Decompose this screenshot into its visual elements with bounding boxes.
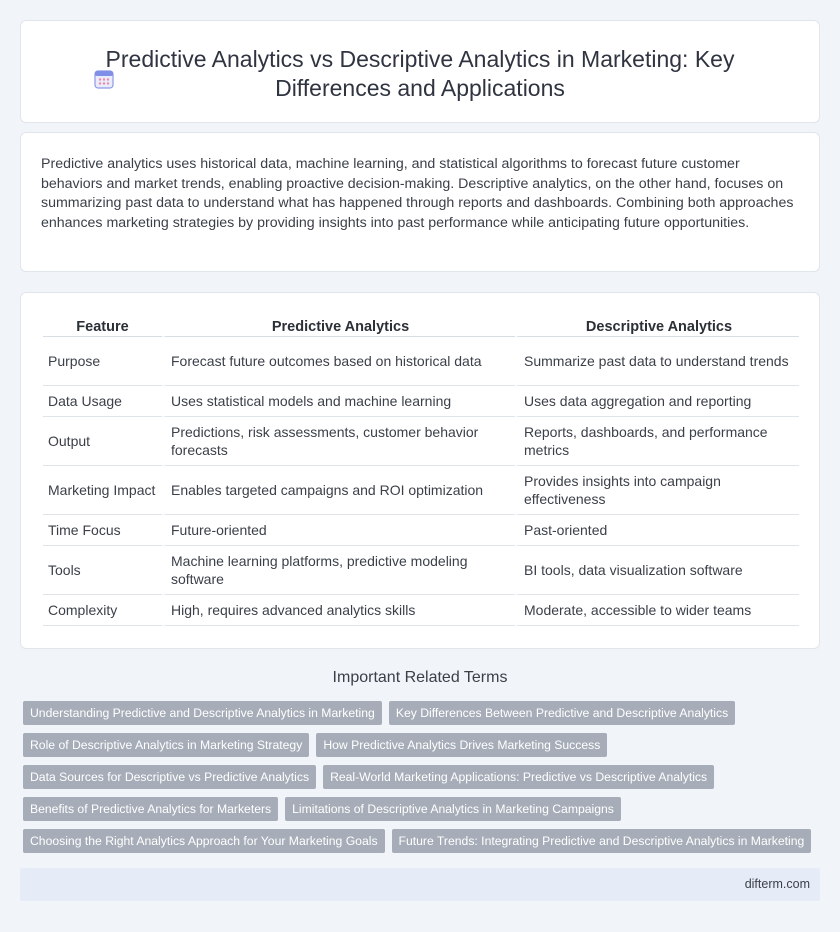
footer-site-link[interactable]: difterm.com — [744, 877, 810, 891]
related-term-link[interactable]: Role of Descriptive Analytics in Marketing Strategy — [23, 733, 309, 757]
row-descriptive: BI tools, data visualization software — [515, 546, 799, 595]
row-feature: Time Focus — [43, 515, 162, 546]
related-term-link[interactable]: Choosing the Right Analytics Approach for Your Marketing Goals — [23, 829, 385, 853]
row-descriptive: Uses data aggregation and reporting — [515, 386, 799, 417]
related-term-link[interactable]: Limitations of Descriptive Analytics in Marketing Campaigns — [285, 797, 621, 821]
related-term-link[interactable]: Benefits of Predictive Analytics for Marketers — [23, 797, 278, 821]
related-term-link[interactable]: Key Differences Between Predictive and Descriptive Analytics — [389, 701, 735, 725]
table-row — [43, 546, 799, 595]
table-row — [43, 466, 799, 515]
related-terms-list — [23, 701, 823, 861]
row-feature: Data Usage — [43, 386, 162, 417]
row-feature: Output — [43, 417, 162, 466]
table-row — [43, 337, 799, 386]
row-feature: Purpose — [43, 337, 162, 386]
row-predictive: High, requires advanced analytics skills — [162, 595, 515, 626]
row-descriptive: Past-oriented — [515, 515, 799, 546]
footer — [20, 868, 820, 901]
row-predictive: Forecast future outcomes based on historical data — [162, 337, 515, 386]
comparison-table — [43, 315, 799, 626]
row-descriptive: Moderate, accessible to wider teams — [515, 595, 799, 626]
row-predictive: Enables targeted campaigns and ROI optimization — [162, 466, 515, 515]
row-predictive: Predictions, risk assessments, customer behavior forecasts — [162, 417, 515, 466]
table-row — [43, 515, 799, 546]
related-term-link[interactable]: Real-World Marketing Applications: Predictive vs Descriptive Analytics — [323, 765, 714, 789]
table-row — [43, 386, 799, 417]
row-descriptive: Provides insights into campaign effectiveness — [515, 466, 799, 515]
row-predictive: Machine learning platforms, predictive modeling software — [162, 546, 515, 595]
comparison-card — [20, 292, 820, 649]
header-predictive: Predictive Analytics — [162, 315, 515, 337]
related-term-link[interactable]: Data Sources for Descriptive vs Predictive Analytics — [23, 765, 316, 789]
intro-paragraph: Predictive analytics uses historical data, machine learning, and statistical algorithms to forecast future customer behaviors and market trends, enabling proactive decision-making. Descriptive analytics, on the other hand, focuses on summarizing past data to understand what has happened through reports and dashboards. Combining both approaches enhances marketing strategies by providing insights into past performance while anticipating future opportunities. — [41, 156, 794, 231]
related-term-link[interactable]: Future Trends: Integrating Predictive and Descriptive Analytics in Marketing — [392, 829, 812, 853]
page-title: Predictive Analytics vs Descriptive Analytics in Marketing: Key Differences and Applications — [105, 46, 735, 101]
table-row — [43, 595, 799, 626]
row-descriptive: Reports, dashboards, and performance metrics — [515, 417, 799, 466]
row-predictive: Future-oriented — [162, 515, 515, 546]
header-feature: Feature — [43, 315, 162, 337]
table-header-row — [43, 315, 799, 337]
row-descriptive: Summarize past data to understand trends — [515, 337, 799, 386]
intro-card — [20, 132, 820, 272]
related-terms-heading: Important Related Terms — [332, 669, 508, 686]
row-predictive: Uses statistical models and machine learning — [162, 386, 515, 417]
row-feature: Complexity — [43, 595, 162, 626]
related-term-link[interactable]: How Predictive Analytics Drives Marketing Success — [316, 733, 607, 757]
related-term-link[interactable]: Understanding Predictive and Descriptive Analytics in Marketing — [23, 701, 382, 725]
row-feature: Marketing Impact — [43, 466, 162, 515]
title-card — [20, 20, 820, 123]
header-descriptive: Descriptive Analytics — [515, 315, 799, 337]
row-feature: Tools — [43, 546, 162, 595]
table-row — [43, 417, 799, 466]
